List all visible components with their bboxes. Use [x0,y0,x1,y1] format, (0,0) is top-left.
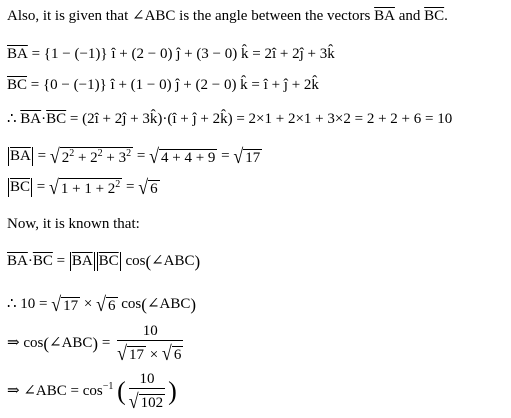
ba-lhs: $\overline{BA}$ [7,46,28,63]
ba-vector-equation [7,47,335,62]
implies-symbol-2: ⇒ [7,383,20,399]
sub-angle: ∠ABC [146,296,191,312]
arccos: cos [82,383,103,399]
formula-bc-mag: $\overline{BC}$ [98,253,119,269]
formula-angle: ∠ABC [151,253,195,269]
formula-dot: · [27,253,33,269]
dot-product-equation [7,112,452,127]
and-word: and [398,8,421,25]
bc-lhs: $\overline{BC}$ [7,77,28,94]
sqrt-17-sub: √ 17 [51,292,79,316]
equals-sign-5: = [126,179,135,195]
sqrt-sum-squares: √ $2^2 + 2^2 + 3^2$ [49,144,132,168]
known-line [7,217,140,232]
frac-denominator: √ 17 × √ 6 [117,341,182,365]
bc-magnitude-equation [7,175,160,199]
vector-bc: $\overline{BC}$ [424,8,445,25]
cos-fraction-line: ⇒ cos(∠ABC) = $\frac{10}{√ 17 \times √ 6}$ [7,323,182,365]
intro-text: Also, it is given that ∠ABC is the angle between the vectors [7,8,371,25]
ba-magnitude-equation [7,144,262,168]
result-fraction [129,372,165,411]
sqrt-6: √ 6 [138,175,158,199]
equals-sign-3: = [221,148,230,164]
result-angle: ∠ABC [23,383,67,399]
formula-bc: $\overline{BC}$ [32,253,53,269]
intro-line [7,9,448,24]
frac-cos: cos [23,335,44,351]
equals-sign-4: = [36,179,46,195]
times-sign: × [83,296,93,312]
sqrt-17: √ 17 [233,144,261,168]
result-numerator: 10 [129,372,165,389]
dot-operator: · [41,111,47,128]
bc-components: = {0 − (−1)} î + (1 − 0) ĵ + (2 − 0) k̂ = î + ĵ + 2k̂ [30,77,319,94]
sqrt-6-sub: √ 6 [96,292,116,316]
inverse-exponent: −1 [102,380,114,392]
paren-close: ) [194,252,201,271]
ba-magnitude [8,149,33,164]
frac-angle: ∠ABC [49,335,93,351]
frac-equals: = [101,335,111,351]
frac-numerator: 10 [117,324,183,341]
ba-mag-label: $\overline{BA}$ [10,148,31,164]
bc-mag-label: $\overline{BC}$ [10,179,31,195]
period: . [444,8,448,25]
ba-components: = {1 − (−1)} î + (2 − 0) ĵ + (3 − 0) k̂ = 2î + 2ĵ + 3k̂ [31,46,335,63]
known-text: Now, it is known that: [7,216,140,233]
formula-ba: $\overline{BA}$ [7,253,28,269]
cos-fraction [117,324,183,363]
substitution-line: ∴ 10 = √ 17 × √ 6 cos(∠ABC) [7,292,197,316]
vector-ba: $\overline{BA}$ [374,8,395,25]
formula-equals: = [56,253,66,269]
dot-product-body: = (2î + 2ĵ + 3k̂)·(î + ĵ + 2k̂) = 2×1 + 2×1 + 3×2 = 2 + 2 + 6 = 10 [69,111,453,128]
implies-symbol: ⇒ [7,335,20,351]
sqrt-sum: √ 4 + 4 + 9 [149,144,216,168]
equals-sign-2: = [136,148,146,164]
result-equals: = [70,383,79,399]
angle-result-line: ⇒ ∠ABC = $\cos^{-1}$ ( $\frac{10}{√ 102}$ ) [7,371,177,413]
bc-magnitude [8,180,32,195]
substitution-lhs: ∴ 10 = [7,296,48,312]
equals-sign: = [37,148,47,164]
therefore-symbol: ∴ [7,111,17,128]
formula-cos: cos [125,253,146,269]
paren-open: ( [145,252,152,271]
sub-cos: cos [121,296,142,312]
cosine-formula [7,253,200,270]
result-denominator: √ 102 [128,389,164,413]
dot-bc: $\overline{BC}$ [46,111,67,128]
dot-ba: $\overline{BA}$ [20,111,42,128]
formula-ba-mag: $\overline{BA}$ [71,253,93,269]
sqrt-sum-bc: √ $1 + 1 + 2^2$ [48,175,121,199]
bc-vector-equation [7,78,319,93]
